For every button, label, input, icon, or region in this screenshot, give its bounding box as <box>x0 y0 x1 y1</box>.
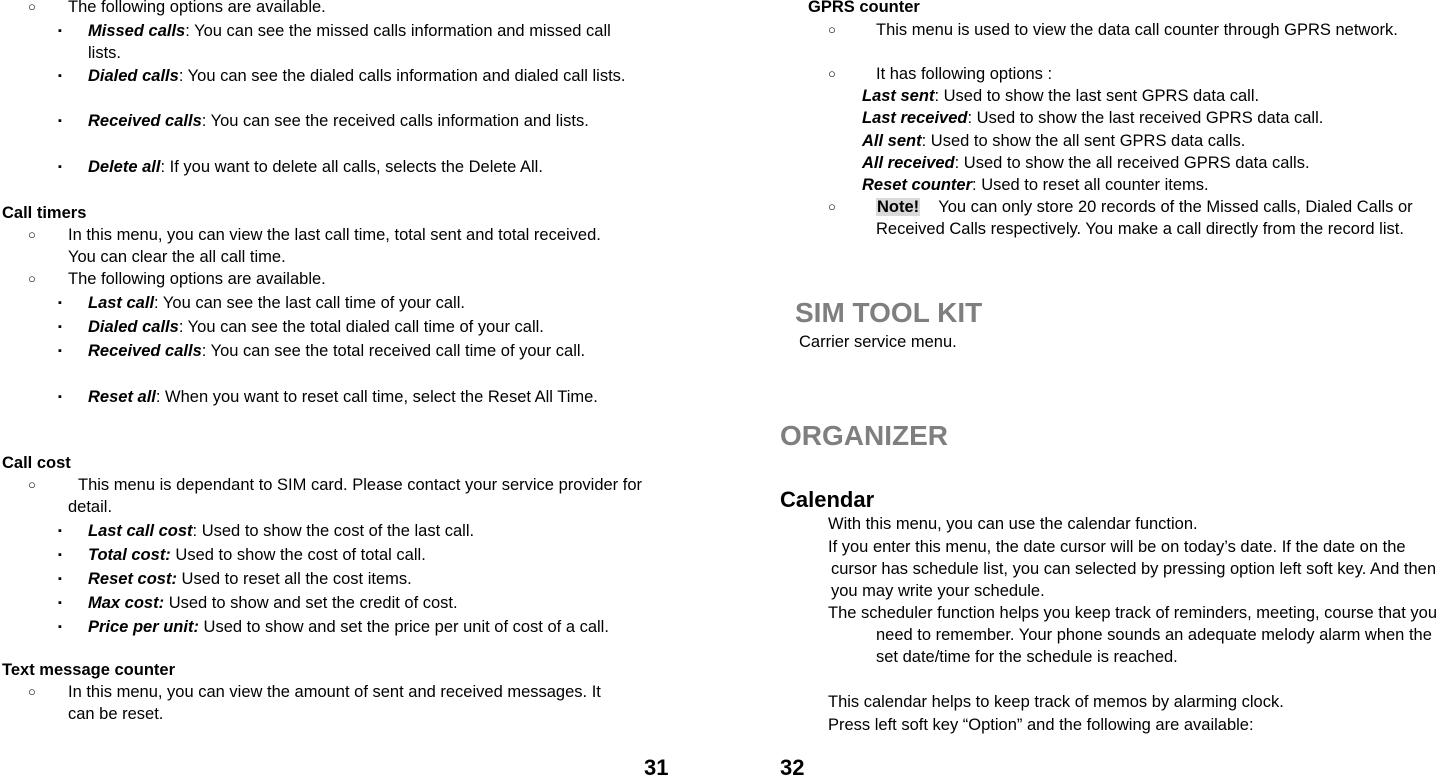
paragraph: With this menu, you can use the calendar function. <box>828 515 1198 533</box>
calendar-title: Calendar <box>780 487 875 512</box>
paragraph: This calendar helps to keep track of memos by alarming clock. <box>828 693 1284 711</box>
paragraph: This menu is used to view the data call counter through GPRS network. <box>876 21 1398 39</box>
paragraph: In this menu, you can view the amount of sent and received messages. It can be reset. <box>68 683 601 723</box>
square-bullet: ▪ <box>58 549 62 561</box>
paragraph: If you enter this menu, the date cursor will be on today’s date. If the date on the cursor has schedule list, you can selected by pressing option left soft key. And then you may write your schedule. <box>828 538 1437 600</box>
gprs-option: Reset counter: Used to reset all counter items. <box>862 176 1209 194</box>
sim-tool-kit-title: SIM TOOL KIT <box>795 297 983 328</box>
square-bullet: ▪ <box>58 25 62 37</box>
square-bullet: ▪ <box>58 70 62 82</box>
gprs-option: All sent: Used to show the all sent GPRS data calls. <box>862 132 1246 150</box>
section-heading-call-cost: Call cost <box>2 454 71 472</box>
circle-bullet: ○ <box>28 477 36 492</box>
gprs-option: All received: Used to show the all received GPRS data calls. <box>862 154 1310 172</box>
note-paragraph: Note! You can only store 20 records of the Missed calls, Dialed Calls or Received Calls respectively. You make a call directly from the record list. <box>876 198 1413 238</box>
square-bullet: ▪ <box>58 345 62 357</box>
circle-bullet: ○ <box>28 684 36 699</box>
list-item: Received calls: You can see the total received call time of your call. <box>88 342 586 360</box>
note-label: Note! <box>877 198 920 216</box>
circle-bullet: ○ <box>28 227 36 242</box>
square-bullet: ▪ <box>58 573 62 585</box>
list-item: Max cost: Used to show and set the credit of cost. <box>88 594 458 612</box>
circle-bullet: ○ <box>828 22 836 37</box>
square-bullet: ▪ <box>58 321 62 333</box>
list-item: Dialed calls: You can see the total dialed call time of your call. <box>88 318 544 336</box>
list-item: Last call cost: Used to show the cost of the last call. <box>88 522 475 540</box>
gprs-option: Last received: Used to show the last received GPRS data call. <box>862 109 1324 127</box>
paragraph: In this menu, you can view the last call time, total sent and total received. You can clear the all call time. <box>68 226 601 266</box>
square-bullet: ▪ <box>58 161 62 173</box>
circle-bullet: ○ <box>28 271 36 286</box>
square-bullet: ▪ <box>58 597 62 609</box>
options-intro: The following options are available. <box>68 0 326 16</box>
paragraph: Press left soft key “Option” and the following are available: <box>828 716 1254 734</box>
list-item: Last call: You can see the last call time of your call. <box>88 294 465 312</box>
sim-tool-kit-text: Carrier service menu. <box>799 333 957 351</box>
square-bullet: ▪ <box>58 391 62 403</box>
square-bullet: ▪ <box>58 297 62 309</box>
list-item: Received calls: You can see the received calls information and lists. <box>88 112 589 130</box>
paragraph: The following options are available. <box>68 270 326 288</box>
section-heading-text-counter: Text message counter <box>2 661 176 679</box>
circle-bullet: ○ <box>828 66 836 81</box>
square-bullet: ▪ <box>58 621 62 633</box>
list-item: Price per unit: Used to show and set the price per unit of cost of a call. <box>88 618 609 636</box>
list-item: Total cost: Used to show the cost of total call. <box>88 546 426 564</box>
circle-bullet: ○ <box>828 199 836 214</box>
square-bullet: ▪ <box>58 115 62 127</box>
list-item: Reset all: When you want to reset call time, select the Reset All Time. <box>88 388 598 406</box>
gprs-option: Last sent: Used to show the last sent GPRS data call. <box>862 87 1260 105</box>
paragraph: This menu is dependant to SIM card. Please contact your service provider for detail. <box>68 476 643 516</box>
list-item: Delete all: If you want to delete all calls, selects the Delete All. <box>88 158 543 176</box>
organizer-title: ORGANIZER <box>780 420 948 451</box>
square-bullet: ▪ <box>58 525 62 537</box>
page-number-right: 32 <box>780 755 805 780</box>
paragraph: It has following options : <box>876 65 1053 83</box>
paragraph: The scheduler function helps you keep track of reminders, meeting, course that you need to remember. Your phone sounds an adequate melody alarm when the set date/time for the schedule is reached. <box>828 604 1437 666</box>
section-heading-gprs-counter: GPRS counter <box>808 0 920 16</box>
list-item: Missed calls: You can see the missed calls information and missed call lists. <box>88 22 611 62</box>
list-item: Dialed calls: You can see the dialed calls information and dialed call lists. <box>88 67 626 85</box>
section-heading-call-timers: Call timers <box>2 204 87 222</box>
circle-bullet: ○ <box>28 0 36 14</box>
page-number-left: 31 <box>644 755 669 780</box>
list-item: Reset cost: Used to reset all the cost items. <box>88 570 412 588</box>
